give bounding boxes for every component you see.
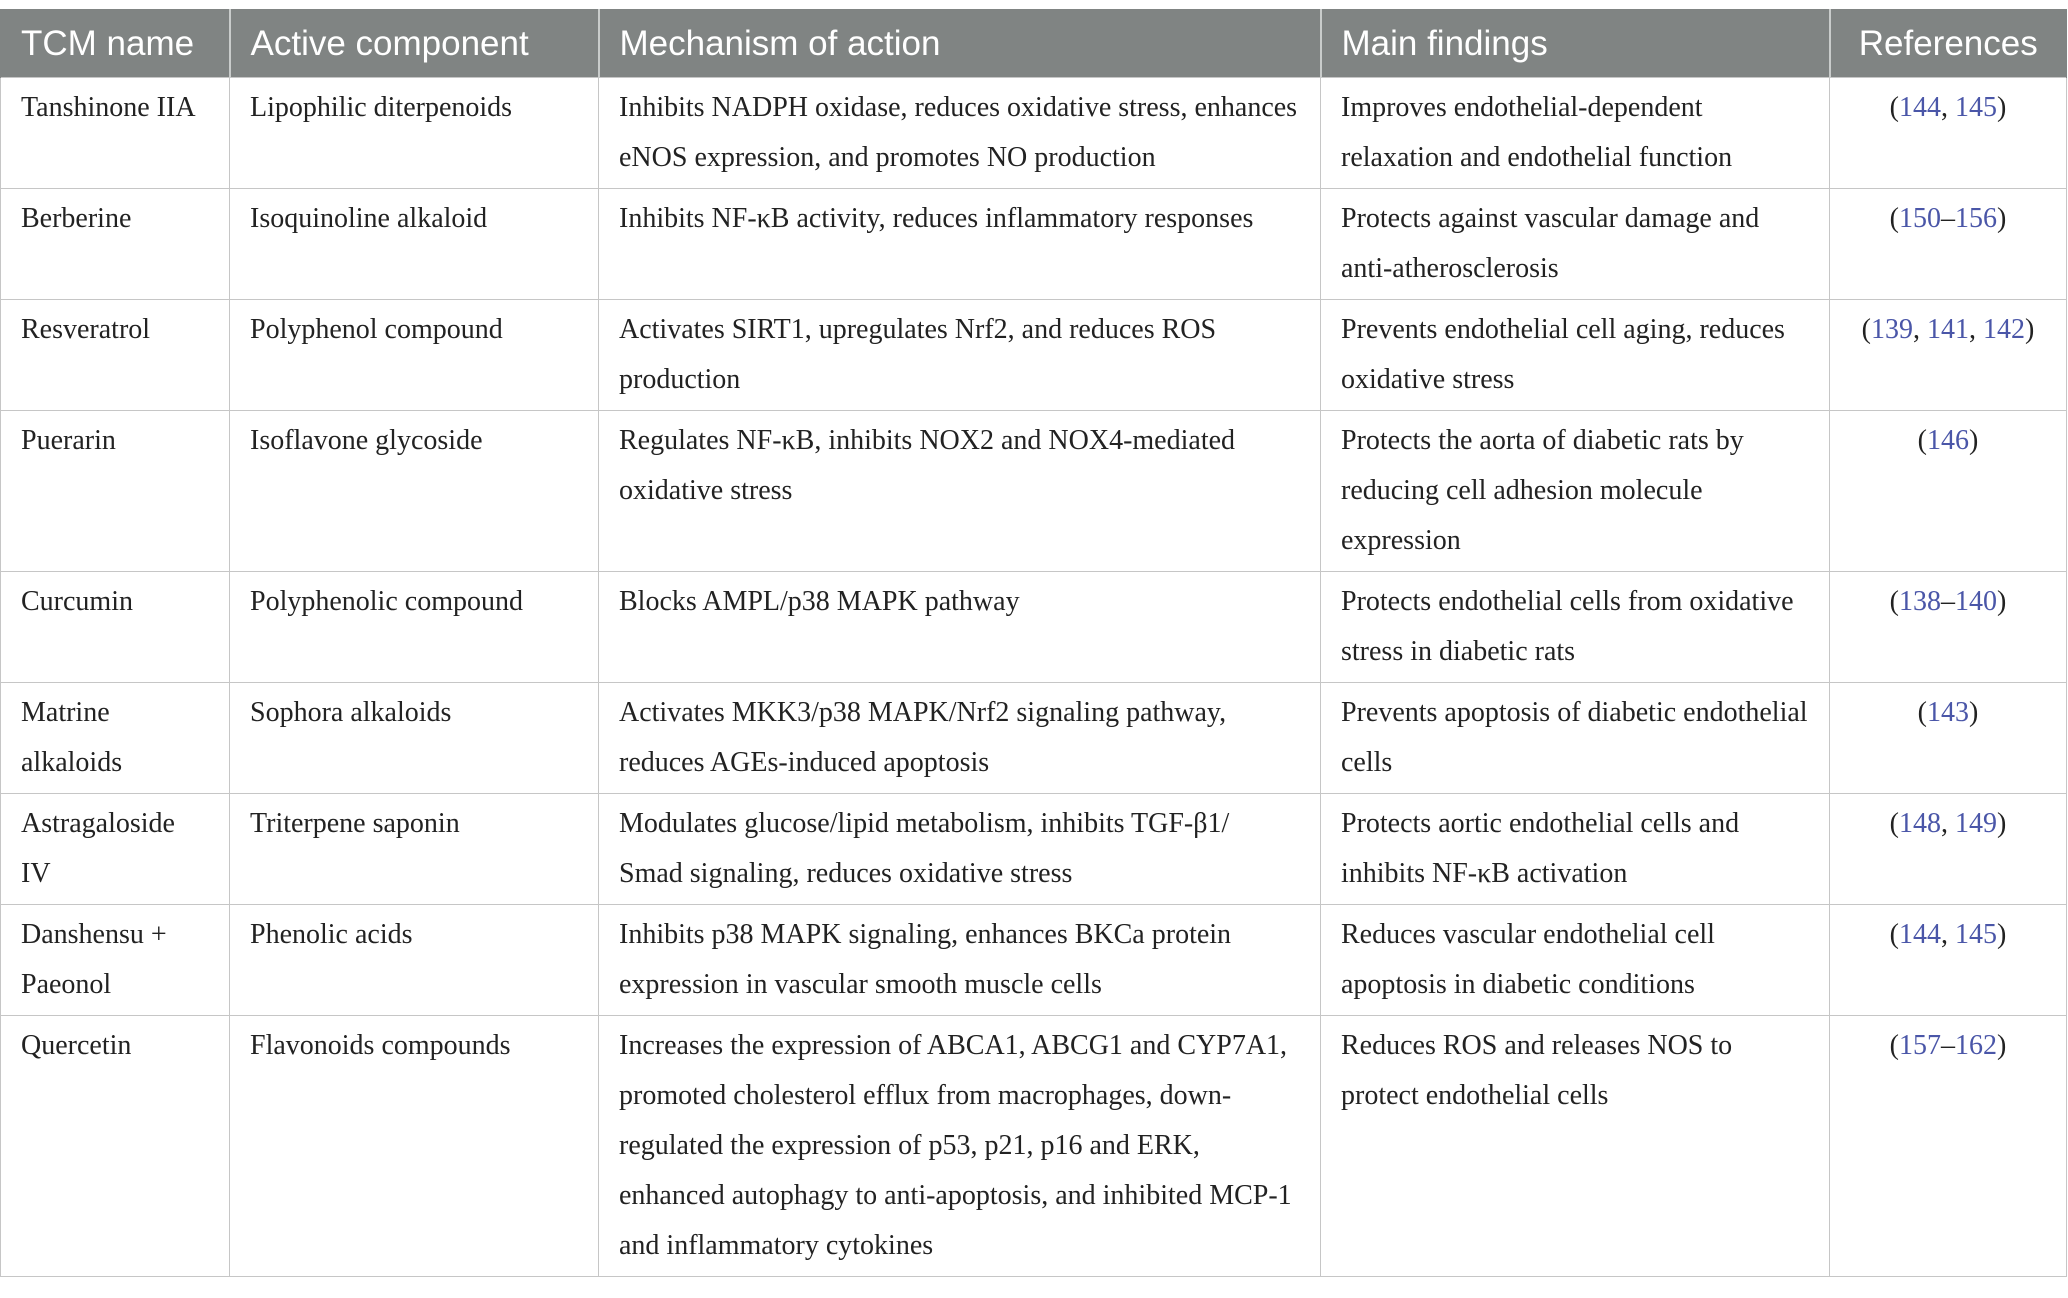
cell-references <box>1830 905 2067 1016</box>
cell-main-findings: Protects endothelial cells from oxidative stress in diabetic rats <box>1321 572 1830 683</box>
cell-main-findings: Prevents apoptosis of diabetic endothelial cells <box>1321 683 1830 794</box>
cell-mechanism: Modulates glucose/lipid metabolism, inhibits TGF-β1/ Smad signaling, reduces oxidative stress <box>599 794 1321 905</box>
ref-close-paren: ) <box>1997 92 2007 123</box>
table-row <box>1 794 2067 905</box>
table-row <box>1 411 2067 572</box>
ref-separator: – <box>1941 203 1955 234</box>
cell-main-findings: Protects against vascular damage and anti-atherosclerosis <box>1321 189 1830 300</box>
citation-link[interactable]: 139 <box>1871 314 1913 345</box>
cell-main-findings: Improves endothelial-dependent relaxation and endothelial function <box>1321 78 1830 189</box>
ref-open-paren: ( <box>1889 203 1899 234</box>
cell-mechanism: Blocks AMPL/p38 MAPK pathway <box>599 572 1321 683</box>
table-row <box>1 78 2067 189</box>
header-references: References <box>1830 10 2067 78</box>
citation-link[interactable]: 148 <box>1899 808 1941 839</box>
cell-mechanism: Increases the expression of ABCA1, ABCG1 and CYP7A1, promoted cholesterol efflux from macrophages, down-regulated the expression of p53, p21, p16 and ERK, enhanced autophagy to anti-apoptosis, and inhibited MCP-1 and inflammatory cytokines <box>599 1016 1321 1277</box>
cell-mechanism: Regulates NF-κB, inhibits NOX2 and NOX4-mediated oxidative stress <box>599 411 1321 572</box>
cell-tcm-name: Matrine alkaloids <box>1 683 230 794</box>
cell-active-component: Isoflavone glycoside <box>230 411 599 572</box>
cell-active-component: Polyphenol compound <box>230 300 599 411</box>
citation-link[interactable]: 138 <box>1899 586 1941 617</box>
cell-active-component: Polyphenolic compound <box>230 572 599 683</box>
ref-open-paren: ( <box>1861 314 1871 345</box>
cell-mechanism: Inhibits p38 MAPK signaling, enhances BKCa protein expression in vascular smooth muscle cells <box>599 905 1321 1016</box>
ref-close-paren: ) <box>1997 919 2007 950</box>
ref-close-paren: ) <box>1997 808 2007 839</box>
citation-link[interactable]: 141 <box>1927 314 1969 345</box>
ref-open-paren: ( <box>1889 92 1899 123</box>
cell-main-findings: Protects aortic endothelial cells and inhibits NF-κB activation <box>1321 794 1830 905</box>
table-body <box>1 78 2067 1277</box>
ref-open-paren: ( <box>1917 425 1927 456</box>
citation-link[interactable]: 142 <box>1983 314 2025 345</box>
citation-link[interactable]: 150 <box>1899 203 1941 234</box>
header-row <box>1 10 2067 78</box>
cell-main-findings: Reduces vascular endothelial cell apoptosis in diabetic conditions <box>1321 905 1830 1016</box>
citation-link[interactable]: 157 <box>1899 1030 1941 1061</box>
citation-link[interactable]: 140 <box>1955 586 1997 617</box>
cell-references <box>1830 300 2067 411</box>
cell-tcm-name: Quercetin <box>1 1016 230 1277</box>
cell-main-findings: Prevents endothelial cell aging, reduces oxidative stress <box>1321 300 1830 411</box>
tcm-table <box>0 9 2067 1277</box>
cell-tcm-name: Berberine <box>1 189 230 300</box>
cell-references <box>1830 683 2067 794</box>
table-row <box>1 572 2067 683</box>
cell-active-component: Lipophilic diterpenoids <box>230 78 599 189</box>
citation-link[interactable]: 144 <box>1899 92 1941 123</box>
cell-references <box>1830 794 2067 905</box>
ref-separator: – <box>1941 586 1955 617</box>
ref-close-paren: ) <box>1969 425 1979 456</box>
cell-active-component: Flavonoids compounds <box>230 1016 599 1277</box>
table-row <box>1 300 2067 411</box>
cell-tcm-name: Astragaloside IV <box>1 794 230 905</box>
header-main-findings: Main findings <box>1321 10 1830 78</box>
header-active-component: Active component <box>230 10 599 78</box>
cell-references <box>1830 189 2067 300</box>
header-tcm-name: TCM name <box>1 10 230 78</box>
citation-link[interactable]: 149 <box>1955 808 1997 839</box>
ref-close-paren: ) <box>1997 1030 2007 1061</box>
ref-separator: – <box>1941 1030 1955 1061</box>
ref-close-paren: ) <box>1997 586 2007 617</box>
cell-mechanism: Inhibits NF-κB activity, reduces inflammatory responses <box>599 189 1321 300</box>
table-header <box>1 10 2067 78</box>
table-row <box>1 905 2067 1016</box>
cell-mechanism: Activates SIRT1, upregulates Nrf2, and reduces ROS production <box>599 300 1321 411</box>
ref-open-paren: ( <box>1889 586 1899 617</box>
cell-active-component: Phenolic acids <box>230 905 599 1016</box>
ref-separator: , <box>1913 314 1927 345</box>
citation-link[interactable]: 143 <box>1927 697 1969 728</box>
cell-tcm-name: Puerarin <box>1 411 230 572</box>
cell-tcm-name: Danshensu + Paeonol <box>1 905 230 1016</box>
cell-tcm-name: Resveratrol <box>1 300 230 411</box>
ref-separator: , <box>1941 92 1955 123</box>
ref-open-paren: ( <box>1889 808 1899 839</box>
ref-separator: , <box>1969 314 1983 345</box>
citation-link[interactable]: 145 <box>1955 92 1997 123</box>
cell-main-findings: Reduces ROS and releases NOS to protect endothelial cells <box>1321 1016 1830 1277</box>
tcm-table-container <box>0 9 2066 1277</box>
cell-tcm-name: Tanshinone IIA <box>1 78 230 189</box>
cell-mechanism: Activates MKK3/p38 MAPK/Nrf2 signaling pathway, reduces AGEs-induced apoptosis <box>599 683 1321 794</box>
cell-mechanism: Inhibits NADPH oxidase, reduces oxidative stress, enhances eNOS expression, and promotes NO production <box>599 78 1321 189</box>
cell-active-component: Sophora alkaloids <box>230 683 599 794</box>
table-row <box>1 683 2067 794</box>
table-row <box>1 189 2067 300</box>
citation-link[interactable]: 144 <box>1899 919 1941 950</box>
ref-close-paren: ) <box>2025 314 2035 345</box>
cell-tcm-name: Curcumin <box>1 572 230 683</box>
ref-close-paren: ) <box>1969 697 1979 728</box>
ref-separator: , <box>1941 919 1955 950</box>
citation-link[interactable]: 156 <box>1955 203 1997 234</box>
cell-references <box>1830 1016 2067 1277</box>
cell-active-component: Isoquinoline alkaloid <box>230 189 599 300</box>
ref-close-paren: ) <box>1997 203 2007 234</box>
cell-references <box>1830 411 2067 572</box>
cell-references <box>1830 78 2067 189</box>
table-row <box>1 1016 2067 1277</box>
ref-separator: , <box>1941 808 1955 839</box>
ref-open-paren: ( <box>1917 697 1927 728</box>
citation-link[interactable]: 146 <box>1927 425 1969 456</box>
cell-active-component: Triterpene saponin <box>230 794 599 905</box>
cell-references <box>1830 572 2067 683</box>
ref-open-paren: ( <box>1889 1030 1899 1061</box>
ref-open-paren: ( <box>1889 919 1899 950</box>
cell-main-findings: Protects the aorta of diabetic rats by reducing cell adhesion molecule expression <box>1321 411 1830 572</box>
header-mechanism: Mechanism of action <box>599 10 1321 78</box>
citation-link[interactable]: 162 <box>1955 1030 1997 1061</box>
citation-link[interactable]: 145 <box>1955 919 1997 950</box>
